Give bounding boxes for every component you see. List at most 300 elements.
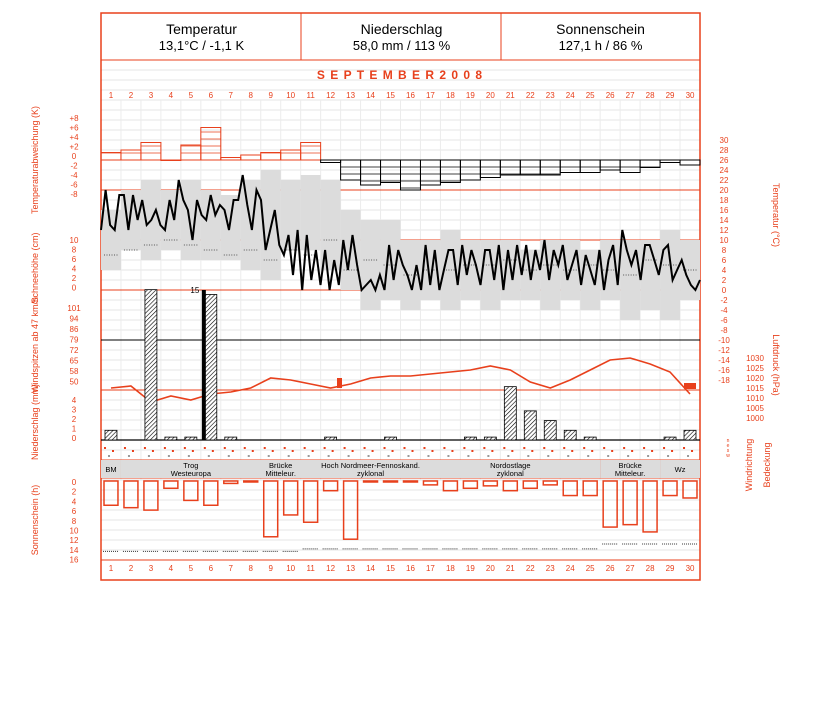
- day-number-bottom: 13: [346, 564, 356, 573]
- day-number-top: 30: [685, 91, 695, 100]
- cloud-dot: [447, 455, 449, 457]
- sunshine-tick: 12: [69, 536, 79, 546]
- day-number-top: 8: [248, 91, 253, 100]
- weather-type-label: Mitteleur.: [265, 469, 296, 478]
- wind-dot: [563, 447, 565, 449]
- axis-title-temp-anomaly: Temperaturabweichung (K): [30, 105, 40, 215]
- cloud-dot: [547, 455, 549, 457]
- pressure-marker: [684, 383, 696, 389]
- cloud-dot: [587, 455, 589, 457]
- day-number-top: 27: [625, 91, 635, 100]
- day-number-bottom: 10: [286, 564, 296, 573]
- month-title: S E P T E M B E R 2 0 0 8: [316, 68, 484, 82]
- warm-anomaly-bar: [101, 153, 121, 161]
- wind-dot: [583, 447, 585, 449]
- weather-type-label: Trog: [183, 461, 199, 470]
- wind-dot: [451, 450, 453, 452]
- cloud-dot: [108, 455, 110, 457]
- cold-anomaly-bar: [520, 160, 540, 175]
- day-number-bottom: 11: [306, 564, 315, 573]
- snow-tick: 4: [71, 264, 77, 274]
- sunshine-bar: [164, 481, 178, 488]
- cloud-dot: [208, 455, 210, 457]
- weather-type-label: Wz: [674, 465, 686, 474]
- day-number-top: 2: [128, 91, 134, 100]
- wind-dot: [272, 450, 274, 452]
- day-number-top: 22: [525, 91, 535, 100]
- wind-dot: [671, 450, 673, 452]
- wind-dot: [571, 450, 573, 452]
- wind-dot: [304, 447, 306, 449]
- cloud-dot: [308, 455, 310, 457]
- temperature-range-band: [301, 175, 321, 250]
- wind-dot: [212, 450, 214, 452]
- sunshine-tick: 8: [71, 516, 77, 526]
- sunshine-bar: [384, 481, 398, 482]
- gust-bar: [202, 290, 206, 440]
- temperature-tick: 4: [721, 266, 727, 275]
- anomaly-tick: -2: [70, 161, 78, 171]
- day-number-bottom: 15: [386, 564, 395, 573]
- day-number-top: 21: [505, 91, 515, 100]
- precip-tick: 1: [71, 424, 77, 434]
- day-number-bottom: 18: [445, 564, 455, 573]
- precip-bar: [504, 387, 516, 440]
- weather-type-label: Westeuropa: [170, 469, 212, 478]
- day-number-top: 14: [366, 91, 376, 100]
- wind-dot: [252, 450, 254, 452]
- wind-dot: [104, 447, 106, 449]
- temperature-tick: 26: [719, 156, 729, 165]
- sunshine-tick: 10: [69, 526, 79, 536]
- wind-direction-mark: w: [726, 453, 730, 459]
- snow-tick: 6: [71, 255, 77, 264]
- day-number-top: 24: [565, 91, 575, 100]
- day-number-bottom: 7: [228, 564, 234, 573]
- gust-tick: 94: [69, 314, 79, 324]
- pressure-marker: [337, 378, 342, 388]
- day-number-bottom: 30: [685, 564, 695, 573]
- wind-dot: [312, 450, 314, 452]
- wind-dot: [412, 450, 414, 452]
- warm-anomaly-bar: [281, 150, 301, 160]
- wind-dot: [324, 447, 326, 449]
- day-number-top: 17: [425, 91, 435, 100]
- wind-dot: [463, 447, 465, 449]
- summary-title: Temperatur: [166, 21, 237, 37]
- wind-dot: [531, 450, 533, 452]
- cold-anomaly-bar: [440, 160, 460, 183]
- temperature-tick: 28: [719, 146, 729, 155]
- cloud-dot: [627, 455, 629, 457]
- wind-dot: [392, 450, 394, 452]
- warm-anomaly-bar: [261, 153, 281, 161]
- temperature-tick: -14: [718, 356, 730, 365]
- cloud-dot: [567, 455, 569, 457]
- cloud-dot: [527, 455, 529, 457]
- day-number-bottom: 4: [168, 564, 174, 573]
- weather-type-label: Mitteleur.: [614, 469, 646, 478]
- sunshine-bar: [264, 481, 278, 537]
- wind-dot: [603, 447, 605, 449]
- axis-title-cloud: Bedeckung: [762, 442, 772, 488]
- day-number-bottom: 14: [366, 564, 376, 573]
- warm-anomaly-bar: [161, 160, 181, 161]
- day-number-top: 29: [665, 91, 675, 100]
- wind-dot: [172, 450, 174, 452]
- precip-tick: 0: [71, 434, 77, 443]
- temperature-tick: 24: [719, 166, 729, 175]
- cold-anomaly-bar: [560, 160, 580, 173]
- wind-dot: [112, 450, 114, 452]
- anomaly-tick: -4: [70, 171, 78, 180]
- day-number-top: 23: [545, 91, 555, 100]
- temperature-tick: 10: [719, 236, 729, 245]
- cloud-dot: [168, 455, 170, 457]
- sunshine-bar: [144, 481, 158, 510]
- weather-type-label: Nordostlage: [490, 461, 531, 470]
- temperature-tick: 6: [721, 256, 727, 265]
- wind-dot: [192, 450, 194, 452]
- weather-type-label: Brücke: [269, 461, 293, 470]
- wind-dot: [643, 447, 645, 449]
- precip-bar: [385, 437, 397, 440]
- wind-dot: [232, 450, 234, 452]
- day-number-top: 4: [168, 91, 174, 100]
- snow-tick: 10: [69, 236, 79, 245]
- day-number-top: 25: [585, 91, 595, 100]
- warm-anomaly-bar: [141, 143, 161, 161]
- sunshine-bar: [643, 481, 657, 532]
- weather-type-label: zyklonal: [496, 469, 524, 478]
- precip-bar: [564, 430, 576, 440]
- cold-anomaly-bar: [640, 160, 660, 168]
- precip-bar: [484, 437, 496, 440]
- day-number-bottom: 24: [565, 564, 575, 573]
- anomaly-tick: -8: [70, 190, 78, 199]
- cloud-dot: [667, 455, 669, 457]
- wind-dot: [543, 447, 545, 449]
- cold-anomaly-bar: [540, 160, 560, 175]
- precip-tick: 2: [71, 415, 77, 424]
- wind-dot: [204, 447, 206, 449]
- sunshine-bar: [443, 481, 457, 491]
- day-number-top: 6: [208, 91, 214, 100]
- temperature-range-band: [660, 230, 680, 320]
- anomaly-tick: +2: [69, 142, 79, 152]
- anomaly-tick: +6: [69, 123, 79, 133]
- temperature-range-band: [101, 210, 121, 270]
- wind-dot: [184, 447, 186, 449]
- anomaly-tick: 0: [71, 152, 77, 161]
- day-number-bottom: 16: [406, 564, 415, 573]
- day-number-bottom: 27: [625, 564, 635, 573]
- temperature-tick: -2: [720, 296, 728, 305]
- warm-anomaly-bar: [221, 158, 241, 161]
- axis-title-snow: Schneehöhe (cm): [30, 232, 40, 304]
- wind-dot: [224, 447, 226, 449]
- cold-anomaly-bar: [660, 160, 680, 163]
- wind-dot: [631, 450, 633, 452]
- pressure-tick: 1005: [746, 404, 764, 413]
- sunshine-bar: [184, 481, 198, 500]
- day-number-bottom: 12: [326, 564, 336, 573]
- sunshine-tick: 6: [71, 507, 77, 517]
- pressure-tick: 1015: [746, 384, 764, 393]
- cold-anomaly-bar: [500, 160, 520, 175]
- gust-value-label: 15: [190, 286, 200, 295]
- precip-bar: [105, 430, 117, 440]
- day-number-top: 7: [228, 91, 234, 100]
- axis-title-gust: Windspitzen ab 47 km/h: [30, 296, 40, 394]
- sunshine-bar: [523, 481, 537, 488]
- day-number-bottom: 20: [485, 564, 495, 573]
- temperature-range-band: [600, 240, 620, 300]
- precip-tick: 4: [71, 396, 77, 405]
- anomaly-tick: +4: [69, 133, 79, 142]
- temperature-tick: -18: [718, 376, 730, 385]
- precip-tick: 3: [71, 405, 77, 415]
- temperature-tick: 12: [719, 226, 729, 235]
- temperature-tick: 22: [719, 176, 729, 185]
- temperature-tick: 30: [719, 136, 729, 145]
- day-number-bottom: 5: [188, 564, 194, 573]
- sunshine-bar: [463, 481, 477, 488]
- cloud-dot: [128, 455, 130, 457]
- precip-bar: [185, 437, 197, 440]
- wind-dot: [443, 447, 445, 449]
- cold-anomaly-bar: [321, 160, 341, 163]
- wind-dot: [503, 447, 505, 449]
- wind-dot: [623, 447, 625, 449]
- day-number-bottom: 17: [425, 564, 435, 573]
- snow-tick: 0: [71, 283, 77, 293]
- sunshine-bar: [663, 481, 677, 496]
- day-number-bottom: 8: [248, 564, 253, 573]
- temperature-tick: -8: [720, 326, 728, 335]
- gust-tick: 65: [69, 356, 79, 366]
- day-number-bottom: 25: [585, 564, 595, 573]
- snow-tick: 8: [71, 245, 77, 255]
- temperature-range-band: [640, 240, 660, 310]
- wind-dot: [691, 450, 693, 452]
- cold-anomaly-bar: [680, 160, 700, 165]
- wind-dot: [152, 450, 154, 452]
- sunshine-bar: [563, 481, 577, 496]
- anomaly-tick: -6: [70, 180, 78, 190]
- temperature-range-band: [580, 250, 600, 310]
- day-number-bottom: 29: [665, 564, 675, 573]
- precip-bar: [464, 437, 476, 440]
- sunshine-bar: [124, 481, 138, 508]
- cloud-dot: [507, 455, 509, 457]
- precip-bar: [225, 437, 237, 440]
- sunshine-tick: 4: [71, 497, 77, 507]
- day-number-top: 16: [406, 91, 415, 100]
- weather-type-label: zyklonal: [356, 469, 385, 478]
- cloud-dot: [368, 455, 370, 457]
- gust-tick: 86: [69, 325, 79, 334]
- sunshine-bar: [204, 481, 218, 505]
- snow-tick: 2: [71, 274, 77, 283]
- day-number-top: 1: [108, 91, 114, 100]
- pressure-tick: 1010: [746, 394, 764, 403]
- day-number-bottom: 22: [525, 564, 535, 573]
- day-number-top: 19: [465, 91, 475, 100]
- sunshine-tick: 14: [69, 545, 79, 555]
- day-number-top: 12: [326, 91, 336, 100]
- day-number-bottom: 6: [208, 564, 214, 573]
- sunshine-bar: [483, 481, 497, 486]
- day-number-top: 10: [286, 91, 296, 100]
- cold-anomaly-bar: [620, 160, 640, 173]
- cloud-dot: [687, 455, 689, 457]
- temperature-tick: 0: [721, 286, 727, 295]
- sunshine-bar: [503, 481, 517, 491]
- gust-tick: 101: [67, 304, 81, 313]
- pressure-tick: 1030: [746, 354, 764, 363]
- warm-anomaly-bar: [241, 155, 261, 160]
- wind-dot: [611, 450, 613, 452]
- gust-tick: 72: [69, 346, 79, 355]
- wind-dot: [483, 447, 485, 449]
- sunshine-bar: [244, 481, 258, 482]
- wind-dot: [551, 450, 553, 452]
- wind-dot: [404, 447, 406, 449]
- axis-title-temperature: Temperatur (°C): [771, 182, 781, 248]
- cloud-dot: [427, 455, 429, 457]
- sunshine-bar: [423, 481, 437, 485]
- wind-dot: [372, 450, 374, 452]
- day-number-top: 26: [605, 91, 615, 100]
- temperature-tick: -12: [718, 346, 730, 355]
- summary-value: 127,1 h / 86 %: [558, 38, 643, 53]
- precip-bar: [664, 437, 676, 440]
- temperature-range-band: [161, 190, 181, 250]
- sunshine-bar: [683, 481, 697, 498]
- wind-dot: [164, 447, 166, 449]
- axis-title-wind: Windrichtung: [744, 438, 754, 492]
- wind-dot: [491, 450, 493, 452]
- cold-anomaly-bar: [381, 160, 401, 183]
- temperature-range-band: [201, 190, 221, 260]
- precip-bar: [145, 290, 157, 440]
- wind-dot: [511, 450, 513, 452]
- day-number-bottom: 3: [148, 564, 154, 573]
- sunshine-bar: [623, 481, 637, 525]
- temperature-range-band: [221, 195, 241, 260]
- cold-anomaly-bar: [480, 160, 500, 178]
- precip-bar: [544, 421, 556, 440]
- sunshine-tick: 0: [71, 478, 77, 487]
- sunshine-bar: [224, 481, 238, 483]
- day-number-bottom: 9: [268, 564, 273, 573]
- wind-dot: [651, 450, 653, 452]
- cloud-dot: [348, 455, 350, 457]
- summary-value: 58,0 mm / 113 %: [352, 38, 451, 53]
- weather-type-label: Brücke: [618, 461, 642, 470]
- day-number-top: 20: [485, 91, 495, 100]
- weather-type-label: Hoch Nordmeer-Fennoskand.: [321, 461, 420, 470]
- wind-dot: [132, 450, 134, 452]
- precip-bar: [684, 430, 696, 440]
- wind-dot: [423, 447, 425, 449]
- temperature-range-band: [680, 240, 700, 300]
- sunshine-tick: 2: [71, 487, 77, 497]
- temperature-tick: 8: [721, 246, 727, 255]
- weather-type-label: BM: [105, 465, 117, 474]
- sunshine-bar: [324, 481, 338, 491]
- cloud-dot: [467, 455, 469, 457]
- day-number-top: 11: [306, 91, 315, 100]
- pressure-tick: 1020: [746, 374, 764, 383]
- temperature-range-band: [181, 180, 201, 260]
- temperature-tick: -6: [720, 316, 728, 325]
- wind-dot: [124, 447, 126, 449]
- day-number-bottom: 26: [605, 564, 615, 573]
- day-number-bottom: 1: [108, 564, 114, 573]
- sunshine-bar: [364, 481, 378, 482]
- temperature-tick: 20: [719, 186, 729, 195]
- precip-bar: [165, 437, 177, 440]
- day-number-top: 13: [346, 91, 356, 100]
- cloud-dot: [188, 455, 190, 457]
- wind-direction-mark: n: [726, 438, 730, 444]
- axis-title-precip: Niederschlag (mm): [30, 383, 40, 461]
- temperature-tick: -16: [718, 366, 730, 375]
- pressure-tick: 1000: [746, 414, 764, 423]
- sunshine-bar: [104, 481, 118, 505]
- temperature-range-band: [361, 220, 381, 310]
- warm-anomaly-bar: [301, 143, 321, 161]
- temperature-tick: 14: [719, 216, 729, 225]
- cloud-dot: [248, 455, 250, 457]
- day-number-top: 3: [148, 91, 154, 100]
- wind-dot: [471, 450, 473, 452]
- temperature-tick: -4: [720, 306, 728, 315]
- axis-title-sunshine: Sonnenschein (h): [30, 484, 40, 556]
- wind-dot: [384, 447, 386, 449]
- wind-dot: [364, 447, 366, 449]
- sunshine-tick: 16: [69, 555, 79, 565]
- wind-dot: [431, 450, 433, 452]
- wind-dot: [523, 447, 525, 449]
- cloud-dot: [228, 455, 230, 457]
- cloud-dot: [607, 455, 609, 457]
- precip-bar: [524, 411, 536, 440]
- wind-dot: [292, 450, 294, 452]
- day-number-top: 15: [386, 91, 395, 100]
- gust-tick: 50: [69, 377, 79, 387]
- summary-title: Sonnenschein: [556, 21, 645, 37]
- sunshine-bar: [543, 481, 557, 485]
- axis-title-pressure: Luftdruck (hPa): [771, 334, 781, 396]
- wind-dot: [332, 450, 334, 452]
- cold-anomaly-bar: [600, 160, 620, 170]
- warm-anomaly-bar: [181, 145, 201, 160]
- day-number-bottom: 2: [128, 564, 134, 573]
- day-number-bottom: 21: [505, 564, 515, 573]
- cloud-dot: [288, 455, 290, 457]
- cloud-dot: [647, 455, 649, 457]
- day-number-bottom: 23: [545, 564, 555, 573]
- wind-dot: [663, 447, 665, 449]
- cloud-dot: [487, 455, 489, 457]
- precip-bar: [205, 295, 217, 441]
- wind-direction-mark: e: [726, 443, 730, 449]
- wind-dot: [344, 447, 346, 449]
- wind-dot: [683, 447, 685, 449]
